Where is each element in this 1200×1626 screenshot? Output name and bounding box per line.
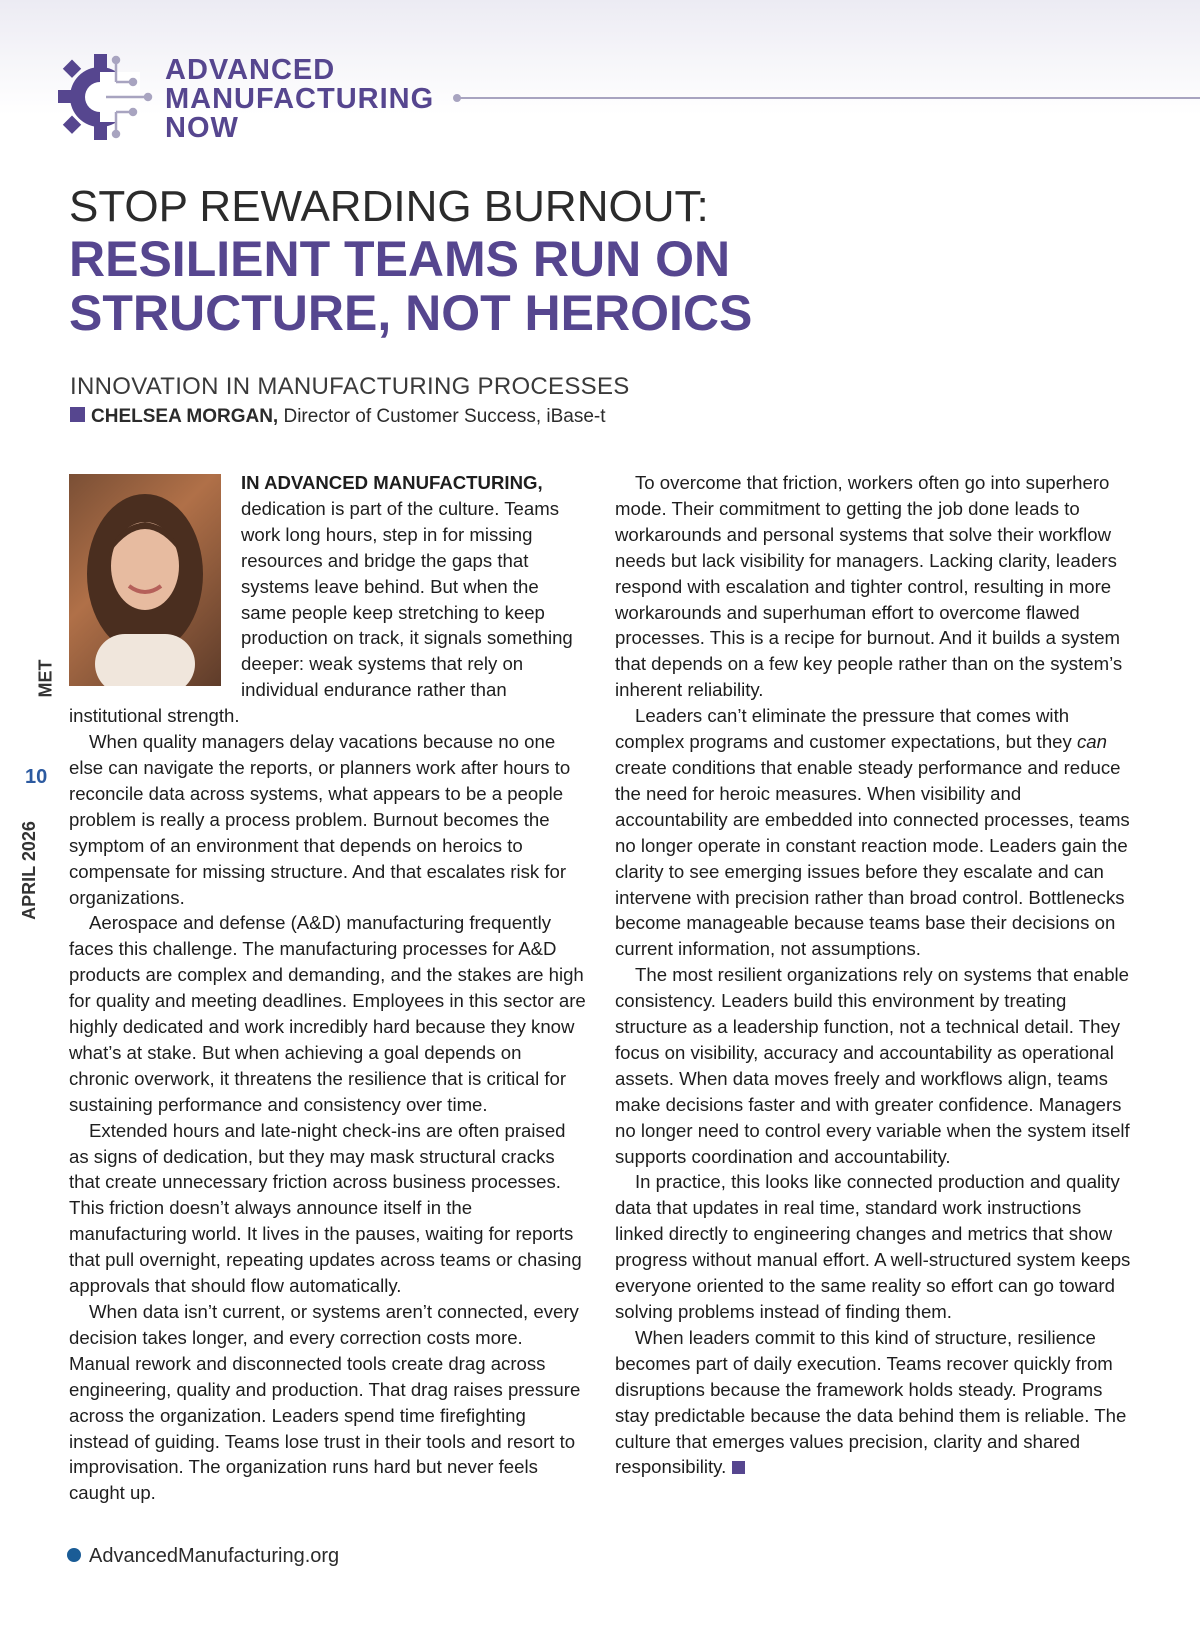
- brand-line-1: ADVANCED: [165, 54, 336, 86]
- end-mark-icon: [732, 1461, 745, 1474]
- author-name: CHELSEA MORGAN,: [91, 406, 279, 427]
- side-publication: MET: [35, 659, 56, 698]
- author-title: Director of Customer Success, iBase-t: [283, 406, 606, 427]
- lead-in: IN ADVANCED MANUFACTURING,: [241, 472, 543, 493]
- headline-line-2: RESILIENT TEAMS RUN ON: [69, 231, 731, 287]
- headline-line-3: STRUCTURE, NOT HEROICS: [69, 285, 753, 341]
- paragraph-7: [615, 703, 1132, 962]
- paragraph-5: When data isn’t current, or systems aren’t connected, every decision takes longer, and every correction costs more. Manual rework and disconnected tools create drag across engineering, quality and production. That drag raises pressure across the organization. Leaders spend time firefighting instead of guiding. Teams lose trust in their tools and resort to improvisation. The organization runs hard but never feels caught up.: [69, 1301, 581, 1504]
- brand-name: [165, 56, 434, 143]
- article-column-right: [615, 470, 1132, 1480]
- issue-date: APRIL 2026: [18, 821, 39, 920]
- paragraph-8: The most resilient organizations rely on systems that enable consistency. Leaders build this environment by treating structure as a leadership function, not a technical detail. They focus on visibility, accuracy and accountability as operational assets. When data moves freely and workflows align, teams make decisions faster and with greater confidence. Managers no longer need to control every variable when the system itself supports coordination and accountability.: [615, 964, 1130, 1167]
- paragraph-4: Extended hours and late-night check-ins are often praised as signs of dedication, but they may mask structural cracks that create unnecessary friction across business processes. This friction doesn’t always announce itself in the manufacturing world. It lives in the pauses, waiting for reports that pull overnight, repeating updates across teams or chasing approvals that should flow automatically.: [69, 1119, 582, 1297]
- paragraph-1-text: dedication is part of the culture. Teams work long hours, step in for missing resources and bridge the gaps that systems leave behind. But when the same people keep stretching to keep production on track, it signals something deeper: weak systems that rely on individual endurance rather than institutional strength.: [69, 497, 573, 727]
- paragraph-7-emphasis: can: [1076, 731, 1107, 753]
- section-label: INNOVATION IN MANUFACTURING PROCESSES: [70, 373, 630, 400]
- paragraph-10: [615, 1325, 1132, 1480]
- paragraph-9: In practice, this looks like connected production and quality data that updates in real time, standard work instructions linked directly to engineering changes and metrics that show progress without manual effort. A well-structured system keeps everyone oriented to the same reality so effort can go toward solving problems instead of finding them.: [615, 1171, 1131, 1322]
- paragraph-1: [69, 470, 586, 729]
- header-rule: [458, 97, 1200, 99]
- paragraph-7-a: Leaders can’t eliminate the pressure that comes with complex programs and customer expectations, but they: [615, 705, 1077, 753]
- brand-logo[interactable]: [58, 52, 158, 147]
- paragraph-10-text: When leaders commit to this kind of structure, resilience becomes part of daily execution. Teams recover quickly from disruptions because the framework holds steady. Programs stay predictable because the data behind them is reliable. The culture that emerges values precision, clarity and shared responsibility.: [615, 1326, 1127, 1478]
- article-column-left: [69, 470, 586, 1506]
- paragraph-6: To overcome that friction, workers often go into superhero mode. Their commitment to getting the job done leads to workarounds and personal systems that solve their workflow needs but lack visibility for managers. Lacking clarity, leaders respond with escalation and tighter control, resulting in more workarounds and superhuman effort to overcome flawed processes. This is a recipe for burnout. And it builds a system that depends on a few key people rather than on the system’s inherent reliability.: [615, 472, 1123, 701]
- byline-square-icon: [70, 407, 85, 422]
- paragraph-2: When quality managers delay vacations because no one else can navigate the reports, or planners work after hours to reconcile data across systems, what appears to be a people problem is really a process problem. Burnout becomes the symptom of an environment that depends on heroics to compensate for missing structure. And that escalates risk for organizations.: [69, 731, 571, 908]
- paragraph-7-b: create conditions that enable steady performance and reduce the need for heroic measures. When visibility and accountability are embedded into connected processes, teams no longer operate in constant reaction mode. Leaders gain the clarity to see emerging issues before they escalate and can intervene with precision rather than broad control. Bottlenecks become manageable because teams base their decisions on current information, not assumptions.: [615, 756, 1130, 960]
- footer-site[interactable]: [67, 1545, 339, 1568]
- footer-site-text: AdvancedManufacturing.org: [89, 1545, 340, 1567]
- brand-line-2: MANUFACTURING: [165, 83, 435, 115]
- byline: [70, 406, 606, 428]
- globe-icon: [67, 1548, 81, 1562]
- paragraph-3: Aerospace and defense (A&D) manufacturing frequently faces this challenge. The manufacturing processes for A&D products are complex and demanding, and the stakes are high for quality and meeting deadlines. Employees in this sector are highly dedicated and work incredibly hard because they know what’s at stake. But when achieving a goal depends on chronic overwork, it threatens the resilience that is critical for sustaining performance and consistency over time.: [69, 912, 586, 1115]
- article-headline: [69, 182, 1149, 340]
- author-photo: [69, 474, 221, 686]
- gear-icon: [58, 52, 158, 142]
- page-number: 10: [25, 766, 48, 788]
- headline-line-1: STOP REWARDING BURNOUT:: [69, 182, 709, 231]
- brand-line-3: NOW: [165, 112, 239, 144]
